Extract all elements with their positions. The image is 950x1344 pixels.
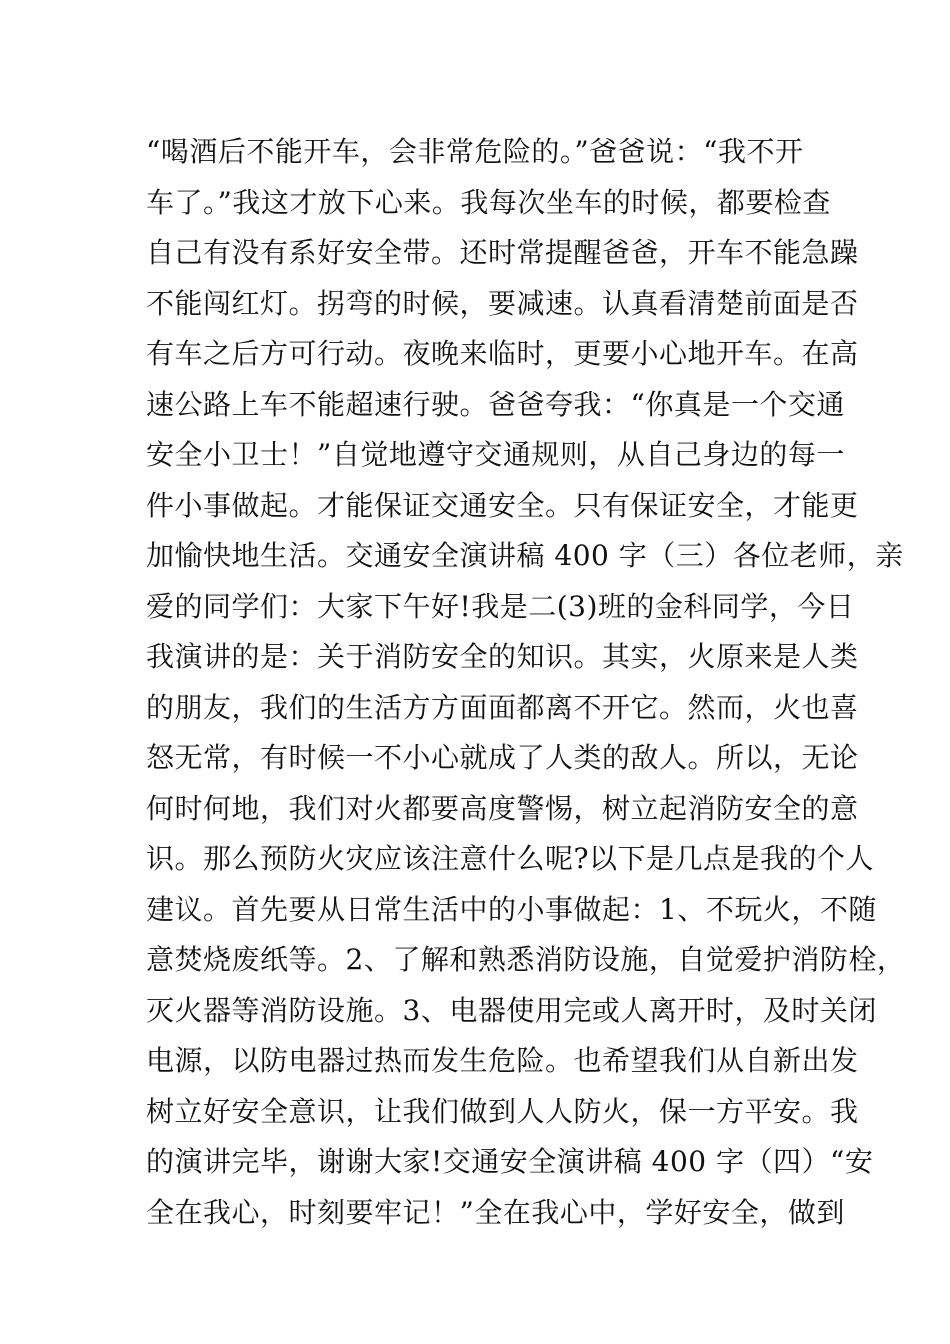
text-line: 树立好安全意识，让我们做到人人防火，保一方平安。我	[146, 1094, 859, 1128]
text-line: 的演讲完毕，谢谢大家!交通安全演讲稿 400 字（四）“安	[146, 1145, 874, 1178]
text-line: 灭火器等消防设施。3、电器使用完或人离开时，及时关闭	[146, 993, 877, 1027]
text-line: 加愉快地生活。交通安全演讲稿 400 字（三）各位老师，亲	[146, 539, 904, 572]
text-line: 我演讲的是：关于消防安全的知识。其实，火原来是人类	[146, 640, 859, 673]
text-line: 全在我心，时刻要牢记！”全在我心中，学好安全，做到	[146, 1195, 845, 1229]
text-line: 识。那么预防火灾应该注意什么呢?以下是几点是我的个人	[146, 842, 875, 875]
text-line: 的朋友，我们的生活方方面面都离不开它。然而，火也喜	[146, 690, 859, 724]
text-line: 有车之后方可行动。夜晚来临时，更要小心地开车。在高	[146, 337, 859, 370]
text-line: 车了。”我这才放下心来。我每次坐车的时候，都要检查	[146, 185, 831, 219]
text-line: 电源，以防电器过热而发生危险。也希望我们从自新出发	[146, 1044, 859, 1077]
text-line: 自己有没有系好安全带。还时常提醒爸爸，开车不能急躁	[146, 236, 859, 269]
text-line: 怒无常，有时候一不小心就成了人类的敌人。所以，无论	[146, 741, 859, 774]
text-line: 何时何地，我们对火都要高度警惕，树立起消防安全的意	[146, 791, 859, 825]
text-line: 不能闯红灯。拐弯的时候，要减速。认真看清楚前面是否	[146, 286, 859, 320]
text-line: 意焚烧废纸等。2、了解和熟悉消防设施，自觉爱护消防栓，	[146, 943, 906, 976]
text-line: 爱的同学们：大家下午好!我是二(3)班的金科同学，今日	[146, 589, 855, 623]
text-line: 速公路上车不能超速行驶。爸爸夸我：“你真是一个交通	[146, 387, 845, 421]
text-line: 安全小卫士！”自觉地遵守交通规则，从自己身边的每一	[146, 438, 845, 471]
text-line: 件小事做起。才能保证交通安全。只有保证安全，才能更	[146, 488, 859, 522]
body-text	[146, 127, 906, 1238]
text-line: “喝酒后不能开车，会非常危险的。”爸爸说：“我不开	[146, 135, 804, 168]
text-line: 建议。首先要从日常生活中的小事做起：1、不玩火，不随	[146, 892, 877, 926]
